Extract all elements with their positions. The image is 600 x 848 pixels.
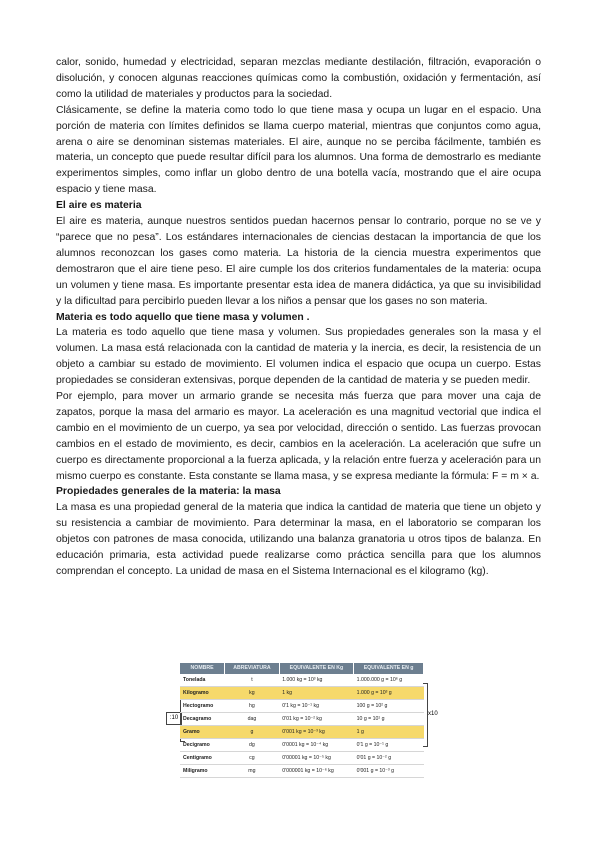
- divide-by-ten-label: :10: [166, 712, 182, 725]
- table-row: [180, 739, 424, 752]
- equivalent-g: 100 g = 10² g: [354, 700, 424, 713]
- equivalent-kg: 1 kg: [279, 687, 353, 700]
- equivalent-kg: 0'0001 kg = 10⁻⁴ kg: [279, 739, 353, 752]
- equivalent-kg: 0'1 kg = 10⁻¹ kg: [279, 700, 353, 713]
- table-row-highlighted: [180, 726, 424, 739]
- unit-abbreviation: g: [225, 726, 280, 739]
- unit-abbreviation: cg: [225, 752, 280, 765]
- equivalent-kg: 0'000001 kg = 10⁻⁶ kg: [279, 765, 353, 778]
- unit-name: Tonelada: [180, 674, 225, 687]
- section-heading: Materia es todo aquello que tiene masa y volumen .: [56, 311, 310, 323]
- equivalent-g: 1.000.000 g = 10⁶ g: [354, 674, 424, 687]
- unit-abbreviation: mg: [225, 765, 280, 778]
- unit-abbreviation: hg: [225, 700, 280, 713]
- document-body: [56, 55, 541, 580]
- unit-abbreviation: dg: [225, 739, 280, 752]
- equivalent-kg: 0'001 kg = 10⁻³ kg: [279, 726, 353, 739]
- section-heading: El aire es materia: [56, 200, 142, 212]
- table-header-row: [180, 663, 424, 674]
- unit-abbreviation: kg: [225, 687, 280, 700]
- unit-name: Decagramo: [180, 713, 225, 726]
- unit-name: Kilogramo: [180, 687, 225, 700]
- unit-name: Decigramo: [180, 739, 225, 752]
- section-heading: Propiedades generales de la materia: la masa: [56, 486, 281, 498]
- unit-abbreviation: t: [225, 674, 280, 687]
- multiply-by-ten-label: x10: [428, 711, 438, 717]
- unit-abbreviation: dag: [225, 713, 280, 726]
- table-row: [180, 700, 424, 713]
- equivalent-g: 1 g: [354, 726, 424, 739]
- unit-name: Miligramo: [180, 765, 225, 778]
- equivalent-g: 0'1 g = 10⁻¹ g: [354, 739, 424, 752]
- paragraph: Por ejemplo, para mover un armario grande se necesita más fuerza que para mover una caja de zapatos, porque la masa del armario es mayor. La aceleración es una magnitud vectorial que indica el cambio en el movimiento de un cuerpo, ya sea por velocidad, dirección o sentido. Las fuerzas provocan cambios en el estado de movimiento, es decir, cambios en la aceleración. La aceleración que sufre un cuerpo es directamente proporcional a la fuerza aplicada, y la relación entre fuerza y aceleración para un mismo cuerpo es constante. Esta constante se llama masa, y se expresa mediante la fórmula: F = m × a.: [56, 391, 541, 482]
- equivalent-kg: 1.000 kg = 10³ kg: [279, 674, 353, 687]
- equivalent-g: 1.000 g = 10³ g: [354, 687, 424, 700]
- paragraph: La masa es una propiedad general de la materia que indica la cantidad de materia que tiene un objeto y su resistencia a cambiar de movimiento. Para determinar la masa, en el laboratorio se comparan los objetos con patrones de masa conocida, utilizando una balanza granatoria u otros tipos de balanza. En educación primaria, esta actividad puede realizarse como práctica sencilla para que los alumnos comprendan el concepto. La unidad de masa en el Sistema Internacional es el kilogramo (kg).: [56, 502, 541, 577]
- table-row-highlighted: [180, 687, 424, 700]
- mass-units-table: [180, 663, 424, 778]
- mass-units-figure: [166, 663, 438, 783]
- paragraph: El aire es materia, aunque nuestros sentidos puedan hacernos pensar lo contrario, porque no se ve y “parece que no pesa”. Los estándares internacionales de ciencias destacan la importancia de que los alumnos reconozcan los gases como materia. La historia de la ciencia muestra experimentos que demostraron que el aire tiene peso. El aire cumple los dos criterios fundamentales de la materia: ocupa un volumen y tiene masa. Es importante presentar esta idea de manera didáctica, ya que su invisibilidad y la dificultad para percibirlo pueden llevar a los niños a pensar que los gases no son materia.: [56, 216, 541, 307]
- unit-name: Gramo: [180, 726, 225, 739]
- column-header: EQUIVALENTE EN g: [354, 663, 424, 674]
- paragraph: La materia es todo aquello que tiene masa y volumen. Sus propiedades generales son la masa y el volumen. La masa está relacionada con la cantidad de materia y la inercia, es decir, la resistencia de un objeto a cambiar su estado de movimiento. El volumen indica el espacio que ocupa un cuerpo. Estas propiedades se consideran extensivas, porque dependen de la cantidad de materia y se pueden medir.: [56, 327, 541, 387]
- equivalent-g: 0'001 g = 10⁻³ g: [354, 765, 424, 778]
- table-row: [180, 765, 424, 778]
- equivalent-kg: 0'01 kg = 10⁻² kg: [279, 713, 353, 726]
- table-row: [180, 713, 424, 726]
- column-header: EQUIVALENTE EN Kg: [279, 663, 353, 674]
- table-row: [180, 674, 424, 687]
- unit-name: Hectogramo: [180, 700, 225, 713]
- table-row: [180, 752, 424, 765]
- paragraph: calor, sonido, humedad y electricidad, separan mezclas mediante destilación, filtración, evaporación o disolución, y conocen algunas reacciones químicas como la combustión, oxidación y fermentación, así como la utilidad de materiales y productos para la sociedad.: [56, 57, 541, 100]
- paragraph: Clásicamente, se define la materia como todo lo que tiene masa y ocupa un lugar en el espacio. Una porción de materia con límites definidos se llama cuerpo material, mientras que conjuntos como agua, arena o aire se denominan sistemas materiales. El aire, aunque no se perciba fácilmente, también es materia, un concepto que puede resultar difícil para los alumnos. Una forma de demostrarlo es mediante experimentos simples, como inflar un globo dentro de una botella vacía, mostrando que el aire ocupa espacio y tiene masa.: [56, 104, 541, 196]
- unit-name: Centigramo: [180, 752, 225, 765]
- equivalent-g: 0'01 g = 10⁻² g: [354, 752, 424, 765]
- column-header: ABREVIATURA: [225, 663, 280, 674]
- equivalent-g: 10 g = 10¹ g: [354, 713, 424, 726]
- column-header: NOMBRE: [180, 663, 225, 674]
- equivalent-kg: 0'00001 kg = 10⁻⁵ kg: [279, 752, 353, 765]
